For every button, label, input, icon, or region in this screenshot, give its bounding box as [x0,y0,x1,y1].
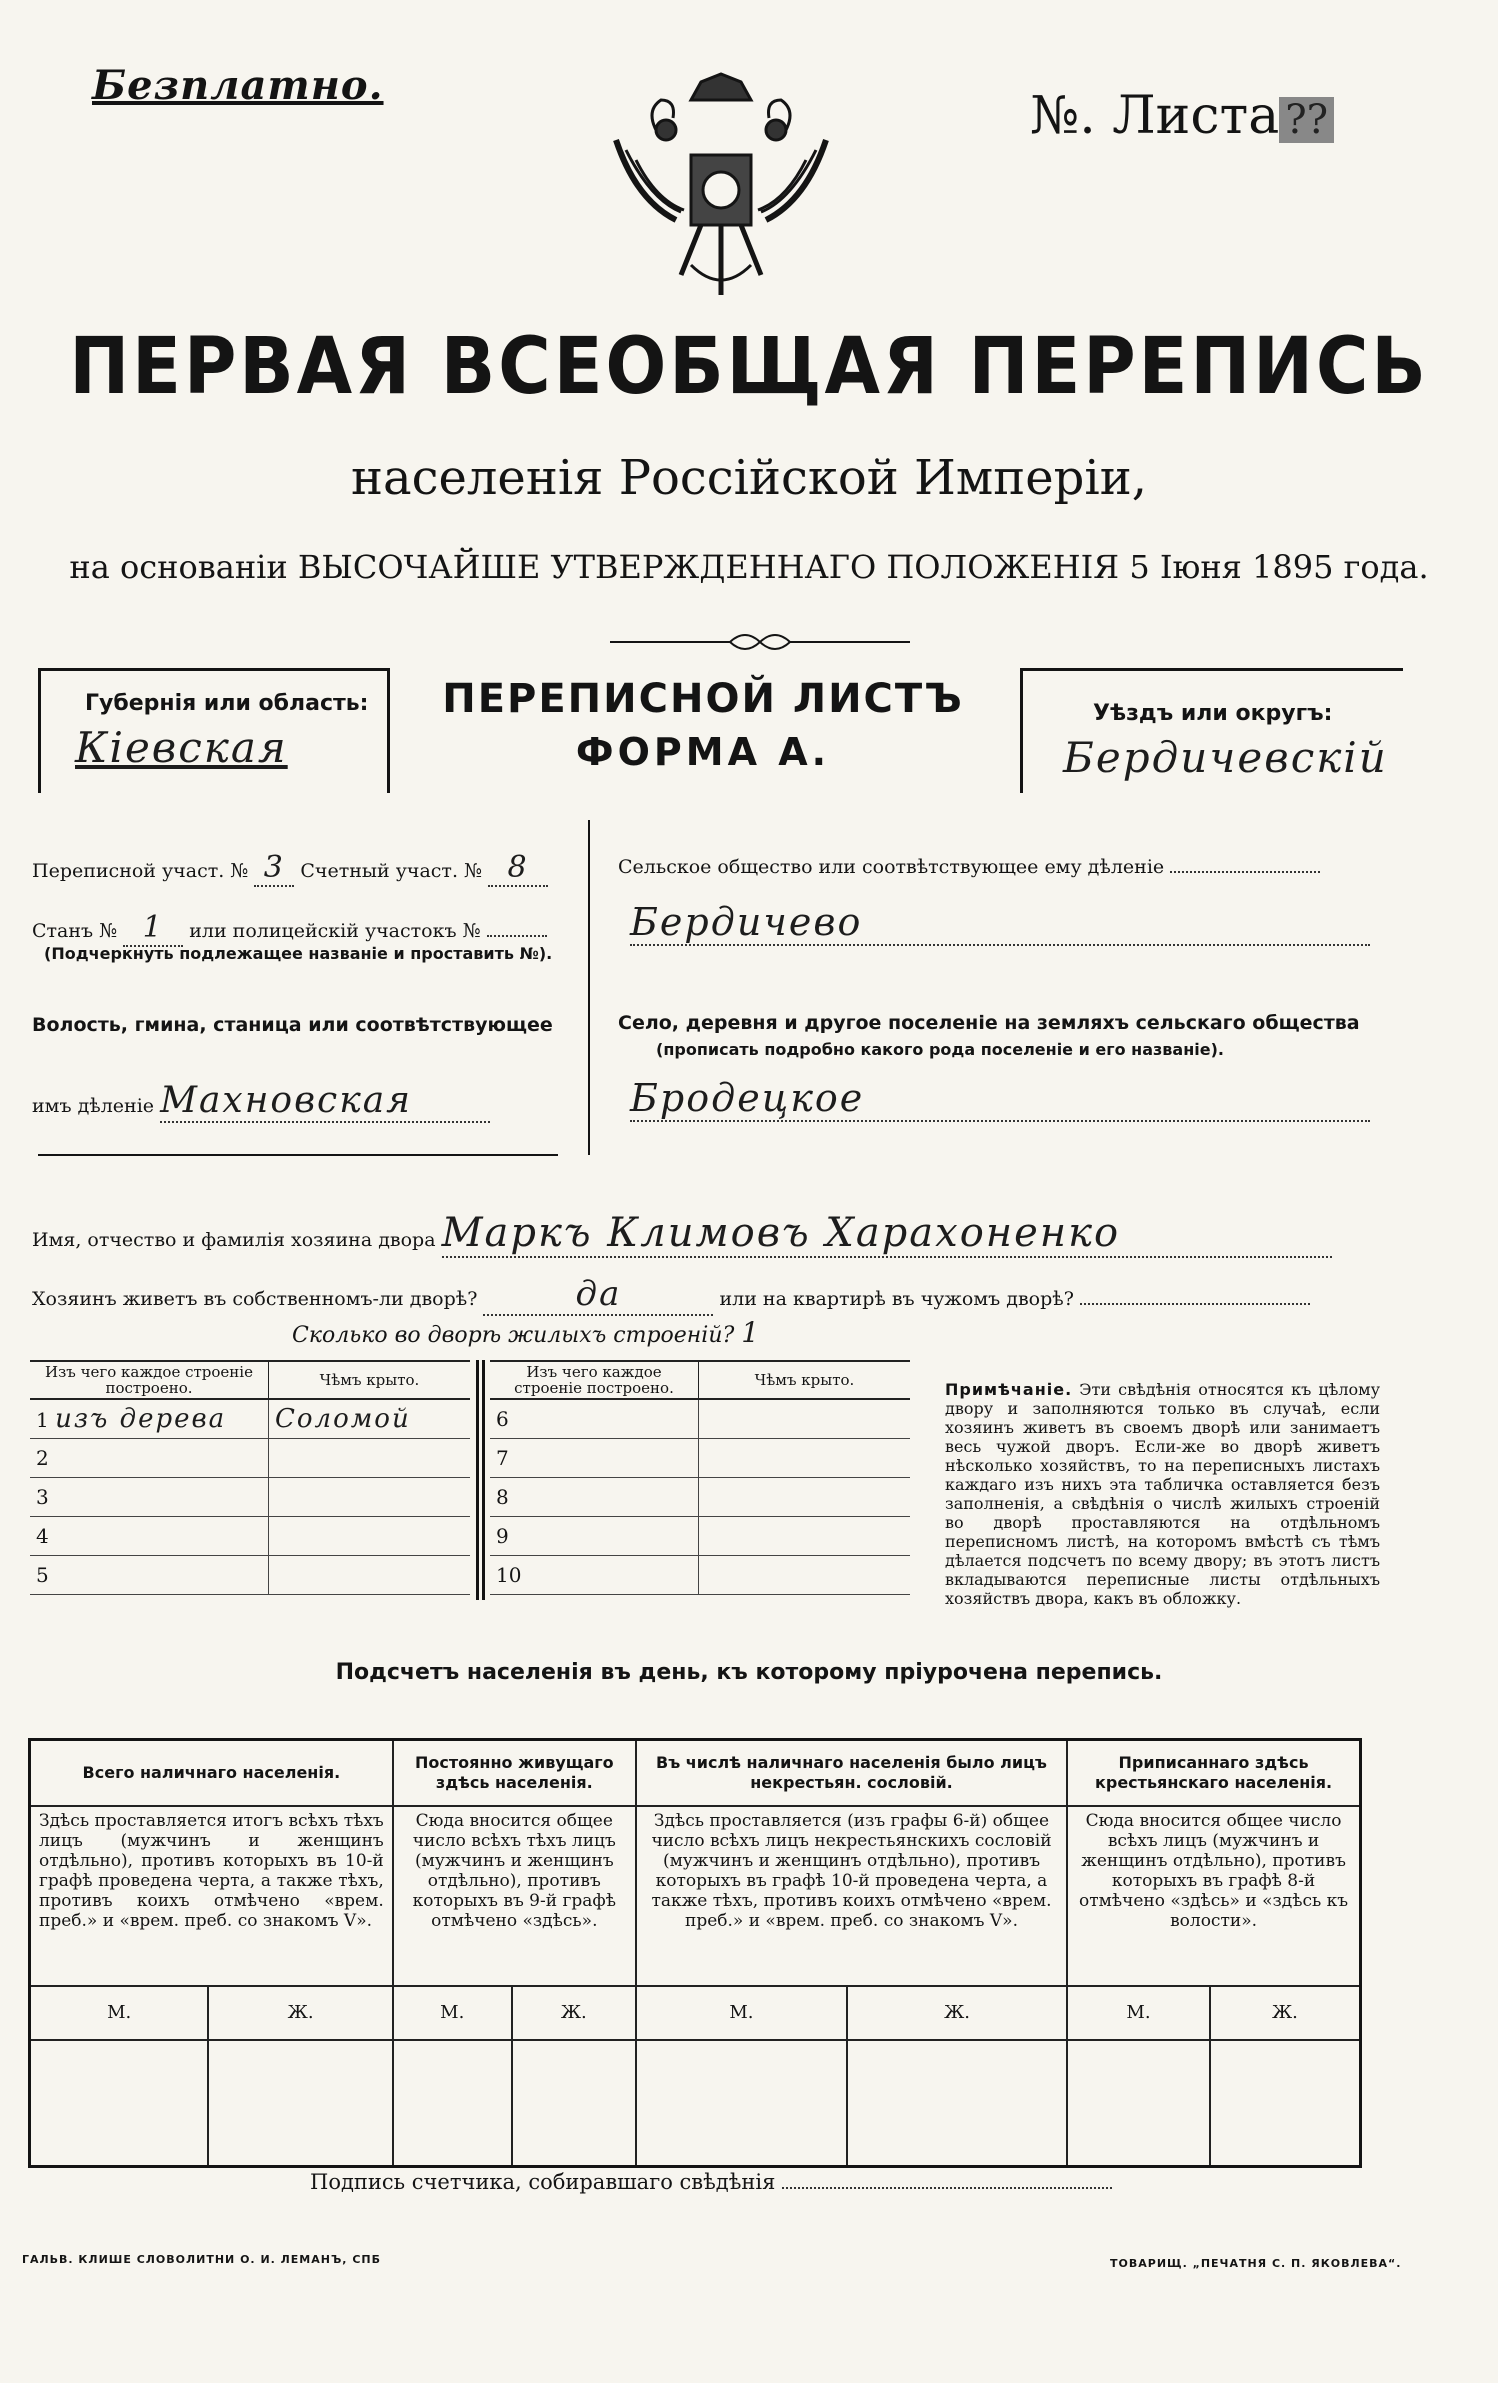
building-row [490,1556,910,1595]
building-row [490,1517,910,1556]
society-row [618,856,1320,878]
rent-blank [1080,1303,1310,1305]
note-text: Эти свѣдѣнія относятся къ цѣлому двору и заполняются только въ случаѣ, если хозяинъ живетъ въ своемъ дворѣ или занимаетъ весь чужой дворъ. Если-же во дворѣ живетъ нѣсколько хозяйствъ, то на переписныхъ листахъ каждаго изъ нихъ эта табличка оставляется безъ заполненія, а свѣдѣнія о числѣ жилыхъ строеній во дворѣ проставляются на отдѣльномъ переписномъ листѣ, на которомъ вмѣстѣ съ тѣмъ дѣлается подсчетъ по всему двору; въ этотъ листъ вкладываются переписные листы отдѣльныхъ хозяйствъ двора, какъ въ обложку. [945,1380,1381,1608]
village-label: Село, деревня и другое поселеніе на земляхъ сельскаго общества [618,1012,1360,1034]
building-row [30,1478,470,1517]
main-title: ПЕРВАЯ ВСЕОБЩАЯ ПЕРЕПИСЬ [69,322,1429,412]
form-name: ФОРМА А. [575,730,831,774]
row-number: 1 [36,1408,49,1432]
row-number: 8 [490,1478,699,1517]
rent-label: или на квартирѣ въ чужомъ дворѣ? [719,1288,1074,1310]
owner-name-row [32,1210,1332,1258]
pop-cell [1067,2040,1210,2167]
note-heading: Примѣчаніе. [945,1380,1073,1399]
buildings-table-left [30,1360,470,1595]
sheet-number [1030,86,1334,146]
village-value: Бродецкое [630,1076,1370,1122]
province-label: Губернія или область: [85,691,369,716]
male-header: М. [636,1986,847,2040]
legal-basis: на основаніи ВЫСОЧАЙШЕ УТВЕРЖДЕННАГО ПОЛОЖЕНІЯ 5 Іюня 1895 года. [69,548,1429,586]
ornament-divider-icon [600,622,920,662]
census-area-label: Переписной участ. № [32,860,249,882]
buildings-question-row [292,1316,761,1349]
province-value: Кіевская [75,723,288,772]
form-title: ПЕРЕПИСНОЙ ЛИСТЪ [442,676,964,722]
pop-cell [636,2040,847,2167]
roof-header: Чѣмъ крыто. [699,1361,911,1399]
row-number: 2 [30,1439,269,1478]
male-header: М. [1067,1986,1210,2040]
volost-label: Волость, гмина, станица или соотвѣтствующее [32,1014,553,1036]
material-header: Изъ чего каждое строеніе построено. [30,1361,269,1399]
row-number: 9 [490,1517,699,1556]
stan-label: Станъ № [32,920,118,942]
note-block [945,1380,1380,1608]
roof-header: Чѣмъ крыто. [269,1361,471,1399]
material-value: изъ дерева [55,1404,227,1434]
owner-name-label: Имя, отчество и фамилія хозяина двора [32,1229,436,1251]
district-value: Бердичевскій [1063,733,1388,782]
pop-head-4: Приписаннаго здѣсь крестьянскаго населенія. [1067,1740,1360,1807]
row-number: 7 [490,1439,699,1478]
buildings-question: Сколько во дворѣ жилыхъ строеній? [292,1323,735,1348]
stan-value: 1 [123,910,183,947]
pop-cell [30,2040,209,2167]
pop-desc-2: Сюда вносится общее число всѣхъ тѣхъ лицъ (мужчинъ и женщинъ отдѣльно), противъ которыхъ въ 9-й графѣ отмѣчено «здѣсь». [393,1806,636,1986]
pop-desc-3: Здѣсь проставляется (изъ графы 6-й) общее число всѣхъ лицъ некрестьянскихъ сословій (мужчинъ и женщинъ отдѣльно), противъ которыхъ въ графѣ 10-й проведена черта, а также тѣхъ, противъ коихъ отмѣчено «врем. преб.» и «врем. преб. со знакомъ V». [636,1806,1067,1986]
district-label: Уѣздъ или округъ: [1093,701,1333,726]
male-header: М. [393,1986,512,2040]
society-label: Сельское общество или соотвѣтствующее ему дѣленіе [618,856,1165,878]
material-header: Изъ чего каждое строеніе построено. [490,1361,699,1399]
province-box [38,668,390,793]
sheet-number-label: №. Листа [1030,86,1280,146]
pop-cell [208,2040,392,2167]
pop-cell [1210,2040,1361,2167]
count-area-value: 8 [488,850,548,887]
building-row [490,1478,910,1517]
own-yard-label: Хозяинъ живетъ въ собственномъ-ли дворѣ? [32,1288,478,1310]
printer-left: ГАЛЬВ. КЛИШЕ СЛОВОЛИТНИ О. И. ЛЕМАНЪ, СПБ [22,2253,381,2266]
double-headed-eagle-icon [596,60,846,310]
building-row [30,1556,470,1595]
form-title-block [388,676,1018,774]
row-number: 10 [490,1556,699,1595]
pop-head-1: Всего наличнаго населенія. [30,1740,393,1807]
census-area-value: 3 [254,850,294,887]
column-divider [588,820,590,1155]
roof-value: Соломой [269,1399,471,1439]
building-row [30,1399,470,1439]
volost-label-2: имъ дѣленіе [32,1095,155,1117]
male-header: М. [30,1986,209,2040]
buildings-table-right [490,1360,910,1595]
signature-label: Подпись счетчика, собиравшаго свѣдѣнія [310,2170,776,2194]
census-area-row [32,850,548,887]
building-row [30,1517,470,1556]
pop-desc-4: Сюда вносится общее число всѣхъ лицъ (мужчинъ и женщинъ отдѣльно), противъ которыхъ въ графѣ 8-й отмѣчено «здѣсь» и «здѣсь къ волости». [1067,1806,1360,1986]
female-header: Ж. [208,1986,392,2040]
count-area-label: Счетный участ. № [300,860,482,882]
pop-head-3: Въ числѣ наличнаго населенія было лицъ некрестьян. сословій. [636,1740,1067,1807]
building-row [490,1439,910,1478]
buildings-count: 1 [741,1316,762,1349]
row-number: 5 [30,1556,269,1595]
pop-cell [512,2040,636,2167]
stan-row [32,910,547,947]
free-label: Безплатно. [92,62,384,109]
row-number: 3 [30,1478,269,1517]
subtitle: населенія Россійской Имперіи, [351,450,1147,506]
police-label: или полицейскій участокъ № [189,920,481,942]
population-table [28,1738,1362,2168]
female-header: Ж. [847,1986,1067,2040]
female-header: Ж. [512,1986,636,2040]
population-title: Подсчетъ населенія въ день, къ которому пріурочена перепись. [335,1660,1163,1685]
owner-residence-row [32,1274,1310,1316]
pop-head-2: Постоянно живущаго здѣсь населенія. [393,1740,636,1807]
society-value: Бердичево [630,900,1370,946]
signature-row [310,2170,1112,2194]
stan-note: (Подчеркнуть подлежащее названіе и проставить №). [44,944,553,963]
village-note: (прописать подробно какого рода поселеніе и его названіе). [656,1040,1225,1059]
own-yard-value: да [483,1274,713,1316]
signature-blank [782,2187,1112,2189]
printer-right: ТОВАРИЩ. „ПЕЧАТНЯ С. П. ЯКОВЛЕВА“. [1110,2257,1402,2270]
pop-desc-1: Здѣсь проставляется итогъ всѣхъ тѣхъ лицъ (мужчинъ и женщинъ отдѣльно), противъ которыхъ въ 10-й графѣ проведена черта, а также тѣхъ, противъ коихъ отмѣчено «врем. преб.» и «врем. преб. со знакомъ V». [30,1806,393,1986]
volost-value: Махновская [160,1080,490,1123]
sheet-number-value: ?? [1279,97,1334,143]
left-section-rule [38,1154,558,1156]
district-box [1020,668,1403,793]
building-row [490,1399,910,1439]
society-blank [1170,871,1320,873]
pop-cell [847,2040,1067,2167]
female-header: Ж. [1210,1986,1361,2040]
police-blank [487,935,547,937]
table-divider [476,1360,479,1600]
building-row [30,1439,470,1478]
table-divider [482,1360,485,1600]
row-number: 4 [30,1517,269,1556]
row-number: 6 [490,1399,699,1439]
owner-name-value: Маркъ Климовъ Харахоненко [442,1210,1332,1258]
volost-row [32,1080,490,1123]
pop-cell [393,2040,512,2167]
